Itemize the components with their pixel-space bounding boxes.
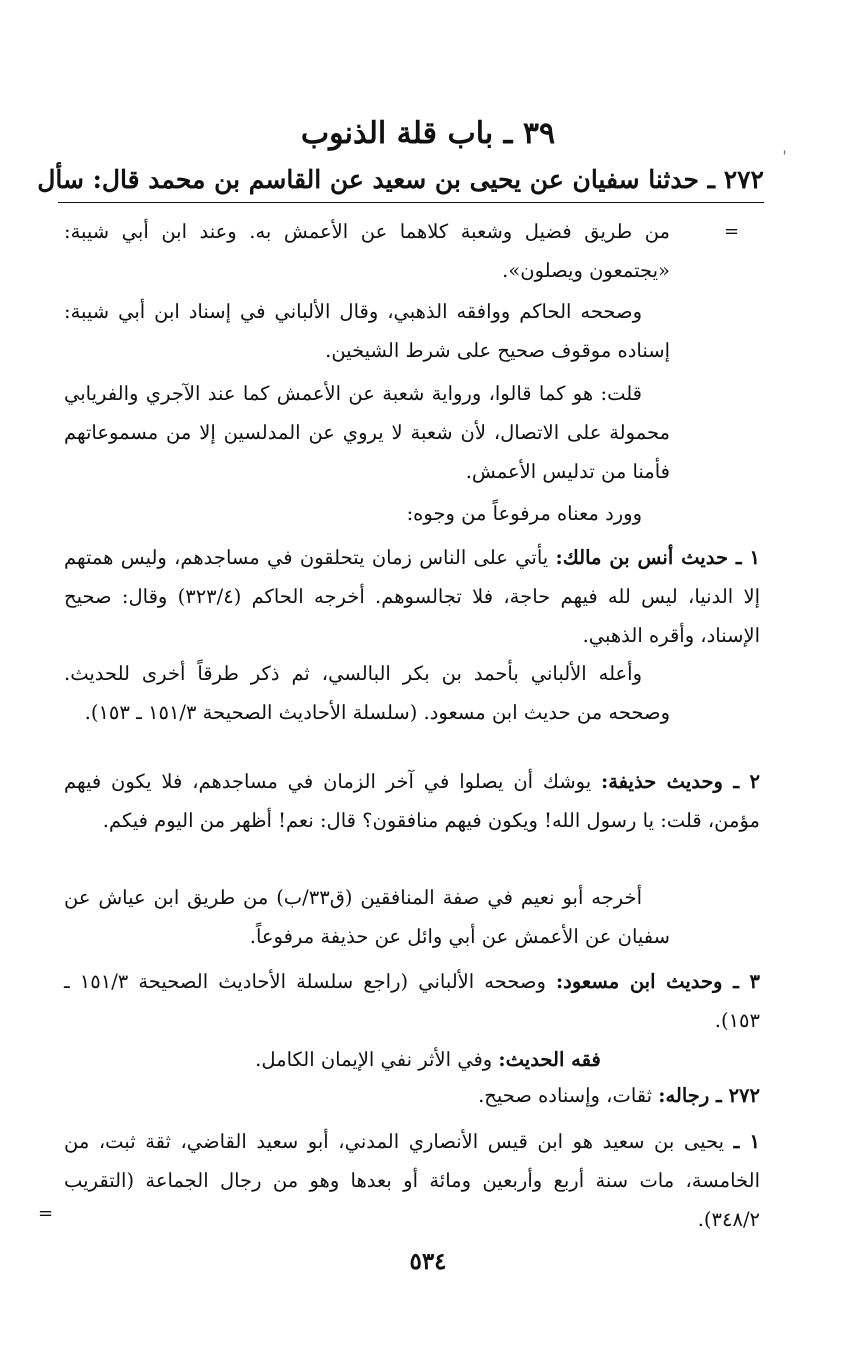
- fiqh-text: وفي الأثر نفي الإيمان الكامل.: [255, 1048, 493, 1071]
- narrator-item-1-text: يحيى بن سعيد هو ابن قيس الأنصاري المدني، أبو سعيد القاضي، ثقة ثبت، من الخامسة، مات سنة أربع وأربعين ومائة أو بعدها وهو من رجال الجماعة (التقريب ٣٤٨/٢).: [64, 1130, 760, 1231]
- chapter-title: ٣٩ ـ باب قلة الذنوب: [300, 116, 556, 151]
- list-item-3-heading: ٣ ـ وحديث ابن مسعود:: [555, 970, 760, 993]
- list-item-3: [64, 962, 760, 1040]
- list-item-1-text: يأتي على الناس زمان يتحلقون في مساجدهم، وليس همتهم إلا الدنيا، ليس لله فيهم حاجة، فلا تجالسوهم. أخرجه الحاكم (٣٢٣/٤) وقال: صحيح الإسناد، وأقره الذهبي.: [64, 546, 760, 647]
- continuation-mark-bottom: =: [38, 1203, 54, 1224]
- footnote-paragraph-6: أخرجه أبو نعيم في صفة المنافقين (ق٣٣/ب) من طريق ابن عياش عن سفيان عن الأعمش عن أبي وائل عن حذيفة مرفوعاً.: [64, 886, 670, 948]
- list-item-1: [64, 538, 760, 655]
- list-item-2: [64, 762, 760, 840]
- footnote-paragraph-3: قلت: هو كما قالوا، ورواية شعبة عن الأعمش كما عند الآجري والفريابي محمولة على الاتصال، لأن شعبة لا يروي عن المدلسين إلا من مسموعاتهم فأمنا من تدليس الأعمش.: [64, 382, 670, 483]
- fiqh-line: [0, 1042, 856, 1078]
- narrator-item-1: [64, 1122, 760, 1239]
- footnote-paragraph-5: وأعله الألباني بأحمد بن بكر البالسي، ثم ذكر طرقاً أخرى للحديث. وصححه من حديث ابن مسعود. (سلسلة الأحاديث الصحيحة ١٥١/٣ ـ ١٥٣).: [64, 662, 670, 724]
- footnote-paragraph-1: من طريق فضيل وشعبة كلاهما عن الأعمش به. وعند ابن أبي شيبة: «يجتمعون ويصلون».: [64, 220, 670, 282]
- footnote-paragraph-4: وورد معناه مرفوعاً من وجوه:: [406, 502, 642, 525]
- rijal-line: [64, 1076, 760, 1115]
- continuation-mark: =: [724, 221, 740, 242]
- list-item-2-heading: ٢ ـ وحديث حذيفة:: [601, 770, 760, 793]
- footnote-paragraph-2: وصححه الحاكم ووافقه الذهبي، وقال الألباني في إسناد ابن أبي شيبة: إسناده موقوف صحيح على شرط الشيخين.: [64, 300, 670, 362]
- margin-tick: ˈ: [782, 148, 787, 169]
- list-item-3-text: وصححه الألباني (راجع سلسلة الأحاديث الصحيحة ١٥١/٣ ـ ١٥٣).: [64, 970, 760, 1032]
- fiqh-label: فقه الحديث:: [498, 1048, 601, 1071]
- page-number: ٥٣٤: [409, 1248, 447, 1275]
- list-item-1-heading: ١ ـ حديث أنس بن مالك:: [555, 546, 760, 569]
- narrator-item-1-number: ١ ـ: [733, 1130, 760, 1153]
- list-item-2-text: يوشك أن يصلوا في آخر الزمان في مساجدهم، فلا يكون فيهم مؤمن، قلت: يا رسول الله! ويكون فيهم منافقون؟ قال: نعم! أظهر من اليوم فيكم.: [64, 770, 760, 832]
- hadith-main-line: ٢٧٢ ـ حدثنا سفيان عن يحيى بن سعيد عن القاسم بن محمد قال: سأل: [58, 158, 764, 203]
- rijal-label: ٢٧٢ ـ رجاله:: [658, 1084, 760, 1107]
- rijal-text: ثقات، وإسناده صحيح.: [478, 1084, 653, 1107]
